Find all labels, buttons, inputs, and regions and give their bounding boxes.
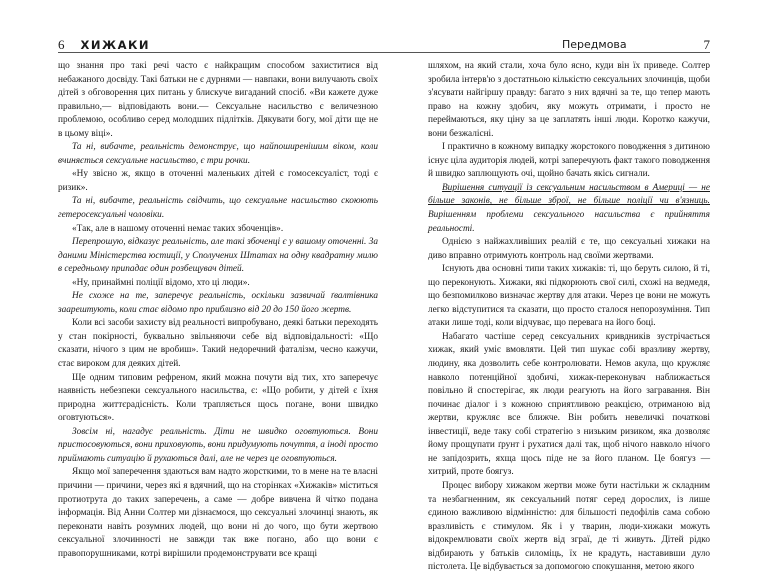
left-page-header [58, 36, 384, 52]
paragraph: Перепрошую, відказує реальність, але такі збоченці є у вашому оточенні. За даними Міністерства юстиції, у Сполучених Штатах на одну квадратну милю в середньому припадає один розбещувач дітей. [58, 237, 378, 275]
paragraph: Ще одним типовим рефреном, який можна почути від тих, хто заперечує наявність небезпеки сексуального насильства, є: «Що робити, у дітей є їхня природна життєрадісність. Коли трапляється щось погане, вони швидко оговтуються». [58, 372, 378, 424]
paragraph: що знання про такі речі часто є найкращим способом захиститися від небажаного досвіду. Такі батьки не є дурнями — навпаки, вони вилучають своїх дітей з обговорення цих питань у блискуче вигаданий спосіб. «Ви кажете дуже правильно,— відповідають вони.— Сексуальне насильство є величезною проблемою, особливо серед молодших підлітків. Дякувати богу, мої діти ще не в цьому віці». [58, 61, 378, 139]
left-page-body [58, 60, 378, 561]
paragraph: «Так, але в нашому оточенні немає таких збоченців». [72, 223, 284, 234]
left-running-title: ХИЖАКИ [80, 38, 150, 52]
right-page-body [428, 60, 710, 575]
right-page-number: 7 [703, 37, 710, 52]
right-page-header [422, 36, 710, 52]
paragraph: шляхом, на який стали, хоча було ясно, куди він їх приведе. Солтер зробила інтерв'ю з достатньою кількістю сексуальних злочинців, щоби з'ясувати найгіршу правду: багато з них вдячні за те, що тепер мають право на кожну здобич, яку можуть отримати, і просто не переймаються, яку ціну за це заплатять інші люди. Коротко кажучи, вони безжалісні. [428, 61, 710, 139]
paragraph: Набагато частіше серед сексуальних кривдників зустрічається хижак, який уміє вмовляти. Цей тип шукає собі вразливу жертву, людину, яка дозволить себе контролювати. Немов акула, що кружляє навколо потенційної здобичі, хижак-переконувач наближається повільно й спостерігає, як люди реагують на його загравання. Він починає діалог і з кожною сприятливою реакцією, отриманою від жертви, кружляє все ближче. Він робить невеличкі початкові інвестиції, веде таку собі стратегію з низьким ризиком, яка дозволяє йому прощупати ґрунт і рухатися далі так, щоб нічого навколо нічого не запідозрить, яхща щось піде не за його планом. Це боягуз — хитрий, проте боягуз. [428, 331, 710, 478]
paragraph: Однією з найжахливіших реалій є те, що сексуальні хижаки на диво вправно отримують контроль над своїми жертвами. [428, 237, 710, 261]
paragraph: Не схоже на те, заперечує реальність, оскільки зазвичай ґвалтівника заарештують, коли стає відомо про приблизно від 20 до 150 його жертв. [58, 291, 378, 315]
right-running-title: Передмова [562, 38, 627, 51]
paragraph: Коли всі засоби захисту від реальності випробувано, деякі батьки переходять у стан покірності, буквально звільняючи себе від відповідальності: «Що сказати, нічого з цим не вробиш». Такий недоречний фаталізм, чесно кажучи, стає вироком для деяких дітей. [58, 318, 378, 370]
paragraph: І практично в кожному випадку жорстокого поводження з дитиною існує ціла аудиторія людей, котрі заперечують факт такого поводження й швидко заплющують очі, щойно бачать якісь сигнали. [428, 142, 710, 180]
left-page-number: 6 [58, 37, 65, 52]
paragraph: Існують два основні типи таких хижаків: ті, що беруть силою, й ті, що переконують. Хижаки, які підкорюють свої силі, схожі на ведмедя, що безпомилково визначає жертву для атаки. Через це вони не можуть легко відступитися та сказати, що просто сталося непорозуміння. Тип атаки лише тоді, коли відчуває, що перевага на його боці. [428, 264, 710, 329]
paragraph: Та ні, вибачте, реальність демонструє, що найпоширенішим віком, коли вчиняється сексуальне насильство, є три рочки. [58, 142, 378, 166]
paragraph: «Ну, принаймні поліції відомо, хто ці люди». [72, 277, 250, 288]
right-page [384, 0, 768, 573]
left-header-rule [58, 52, 384, 53]
paragraph: «Ну звісно ж, якщо в оточенні маленьких дітей є гомосексуаліст, тоді є ризик». [58, 169, 378, 193]
right-header-rule [384, 52, 710, 53]
paragraph: Вирішення ситуації із сексуальним насильством в Америці — не більше законів, не більше зброї, не більше поліції чи в'язниць. Вирішенням проблеми сексуального насильства є прийняття реальності. [428, 182, 710, 234]
paragraph: Процес вибору хижаком жертви може бути настільки ж складним та незбагненним, як сексуальний потяг серед дорослих, із лише єдиною важливою відмінністю: для більшості педофілів сама собою вразливість є стимулом. Як і у тварин, люди-хижаки можуть відокремлювати своїх жертв від зграї, де ті живуть. Дітей рідко відбирають у батьків силоміць, їх не крадуть, наставивши дуло пістолета. Це відбувається за допомогою спокушання, метою якого [428, 480, 710, 573]
paragraph: Зовсім ні, нагадує реальність. Діти не швидко оговтуються. Вони пристосовуються, вони приховують, вони придумують почуття, а іноді просто приймають ситуацію й рухаються далі, але не через це оговтуються. [58, 426, 378, 464]
paragraph: Якщо мої заперечення здаються вам надто жорсткими, то в мене на те власні причини — причини, через які я вдячний, що на сторінках «Хижаків» міститься протиотрута до таких заперечень, а саме — добре вивчена й чітко подана інформація. Від Анни Солтер ми дізнаємося, що сексуальні злочинці знають, як переконати навіть розумних людей, що вони ні до чого, що бути жертвою сексуальної злочинності не завжди так вже погано, або що вони є правопорушниками, котрі вирішили продемонструвати все кращі [58, 467, 378, 559]
left-page [0, 0, 384, 559]
paragraph: Та ні, вибачте, реальність свідчить, що сексуальне насильство скоюють гетеросексуальні чоловіки. [58, 196, 378, 221]
